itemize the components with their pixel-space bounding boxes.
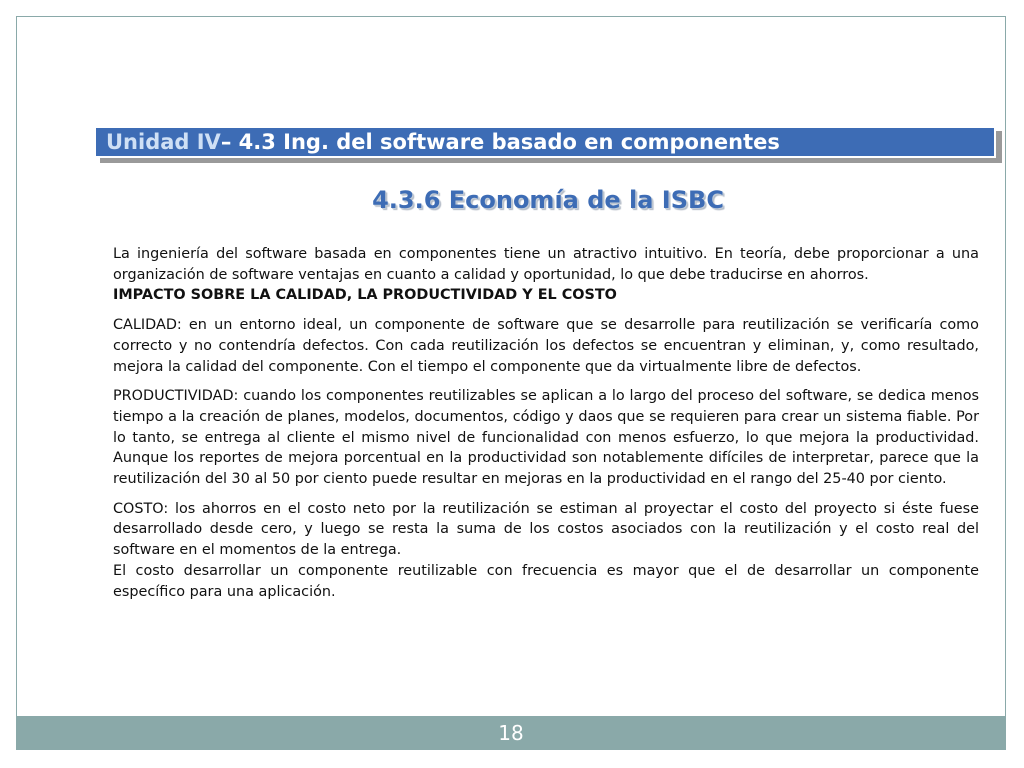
costo-paragraph: COSTO: los ahorros en el costo neto por la reutilización se estiman al proyectar el costo del proyecto si éste fuese desarrollado desde cero, y luego se resta la suma de los costos asociados con la reutilización y el costo real del software en el momentos de la entrega.	[113, 500, 979, 559]
costo-paragraph-2: El costo desarrollar un componente reutilizable con frecuencia es mayor que el de desarrollar un componente específico para una aplicación.	[113, 562, 979, 600]
section-title: – 4.3 Ing. del software basado en componentes	[220, 130, 780, 154]
impact-heading-paragraph	[113, 285, 979, 306]
impact-heading: IMPACTO SOBRE LA CALIDAD, LA PRODUCTIVIDAD Y EL COSTO	[113, 287, 617, 304]
productividad-paragraph: PRODUCTIVIDAD: cuando los componentes reutilizables se aplican a lo largo del proceso del software, se dedica menos tiempo a la creación de planes, modelos, documentos, código y daos que se requieren para crear un sistema fiable. Por lo tanto, se entrega al cliente el mismo nivel de funcionalidad con menos esfuerzo, lo que mejora la productividad. Aunque los reportes de mejora porcentual en la productividad son notablemente difíciles de interpretar, parece que la reutilización del 30 al 50 por ciento puede resultar en mejoras en la productividad en el rango del 25-40 por ciento.	[113, 388, 979, 488]
intro-text: La ingeniería del software basada en componentes tiene un atractivo intuitivo. En teoría, debe proporcionar a una organización de software ventajas en cuanto a calidad y oportunidad, lo que debe traducirse en ahorros.	[113, 246, 979, 283]
calidad-paragraph: CALIDAD: en un entorno ideal, un componente de software que se desarrolle para reutilización se verificaría como correcto y no contendría defectos. Con cada reutilización los defectos se encuentran y eliminan, y, como resultado, mejora la calidad del componente. Con el tiempo el componente que da virtualmente libre de defectos.	[113, 317, 979, 375]
title-bar	[94, 126, 996, 158]
unit-label: Unidad IV	[106, 130, 221, 154]
page-number: 18	[498, 721, 524, 745]
footer-bar	[16, 716, 1006, 750]
intro-paragraph	[113, 244, 979, 285]
subtitle: 4.3.6 Economía de la ISBC	[372, 186, 724, 214]
body-text	[113, 244, 979, 611]
